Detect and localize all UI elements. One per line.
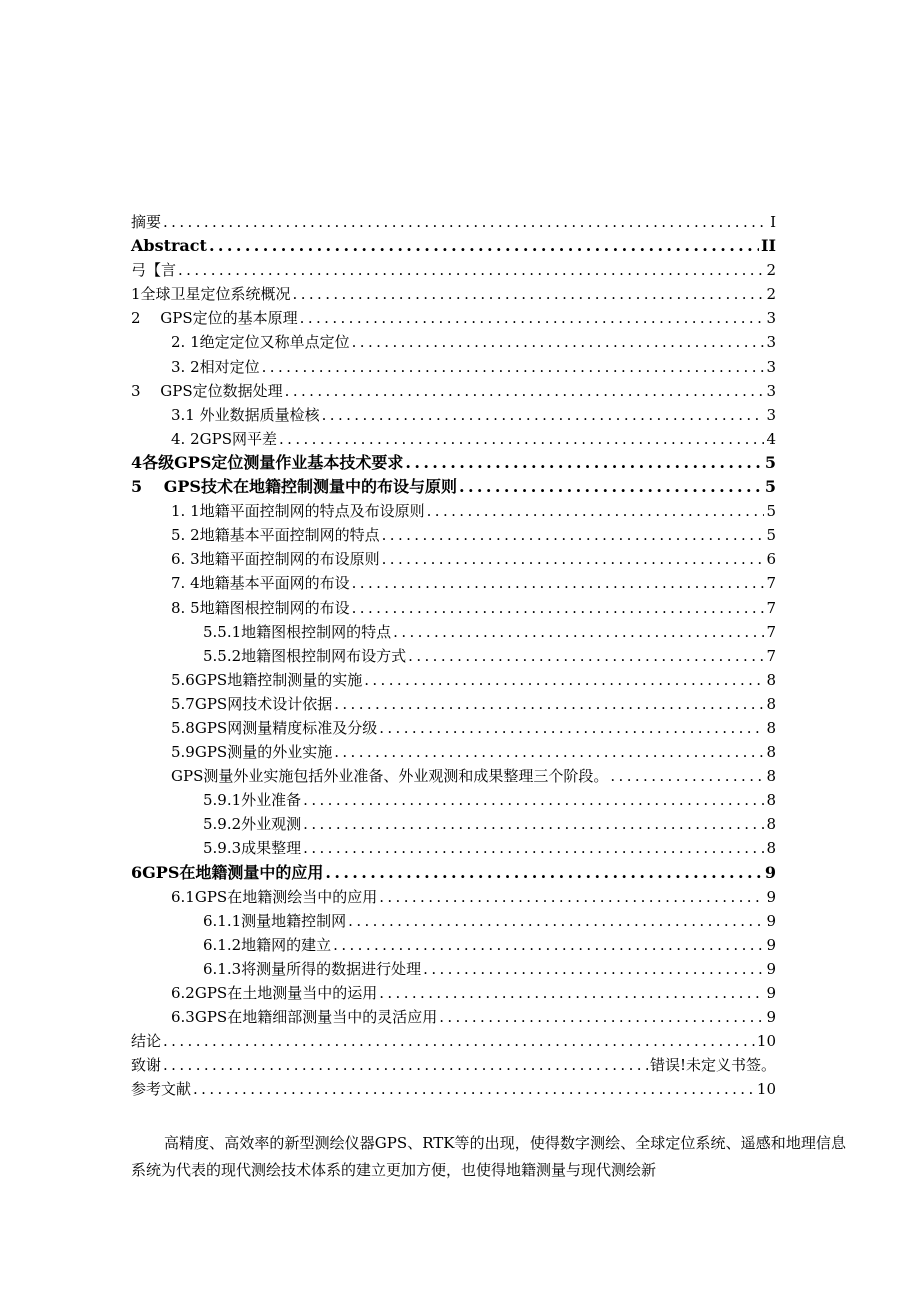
toc-leader-dots <box>334 692 764 716</box>
toc-entry[interactable] <box>131 306 776 330</box>
toc-entry-title: 5.8GPS网测量精度标准及分级 <box>171 718 378 737</box>
toc-entry[interactable] <box>131 764 776 788</box>
toc-entry-title: 5.9.2外业观测 <box>203 815 302 834</box>
toc-leader-dots <box>209 234 759 258</box>
toc-leader-dots <box>379 981 764 1005</box>
body-text <box>131 1130 846 1184</box>
toc-entry[interactable] <box>131 355 776 379</box>
toc-entry-page: 8 <box>766 767 776 786</box>
toc-entry-page: 8 <box>766 670 776 689</box>
toc-entry-page: 5 <box>764 477 776 497</box>
toc-entry-title: 7. 4地籍基本平面网的布设 <box>171 574 350 593</box>
toc-leader-dots <box>408 644 764 668</box>
toc-leader-dots <box>303 788 764 812</box>
toc-entry-page: 5 <box>764 452 776 472</box>
toc-entry-page: 6 <box>766 550 776 569</box>
toc-leader-dots <box>439 1005 764 1029</box>
toc-entry-title: 6GPS在地籍测量中的应用 <box>131 862 324 882</box>
toc-entry-page: I <box>770 213 776 231</box>
toc-entry-page: 3 <box>766 309 776 328</box>
toc-entry[interactable] <box>131 379 776 403</box>
toc-leader-dots <box>382 523 765 547</box>
toc-entry-page: 8 <box>766 718 776 737</box>
toc-entry-page: 9 <box>766 911 776 930</box>
toc-entry[interactable] <box>131 547 776 571</box>
toc-leader-dots <box>163 1053 648 1077</box>
toc-entry-page: 7 <box>766 598 776 617</box>
toc-entry[interactable] <box>131 812 776 836</box>
toc-entry[interactable] <box>131 282 776 306</box>
toc-leader-dots <box>459 475 763 499</box>
toc-entry-page: 9 <box>766 984 776 1002</box>
toc-leader-dots <box>348 909 764 933</box>
toc-entry-page: 9 <box>766 1008 776 1027</box>
toc-entry[interactable] <box>131 403 776 427</box>
toc-entry-title: 6.1GPS在地籍测绘当中的应用 <box>171 887 378 906</box>
toc-entry-title: 摘要 <box>131 213 162 231</box>
toc-entry[interactable] <box>131 933 776 957</box>
toc-entry[interactable] <box>131 451 776 475</box>
toc-leader-dots <box>364 668 764 692</box>
toc-entry[interactable] <box>131 668 776 692</box>
toc-entry-title: 5.6GPS地籍控制测量的实施 <box>171 670 363 689</box>
toc-entry[interactable] <box>131 475 776 499</box>
toc-entry-title: 2 GPS定位的基本原理 <box>131 309 298 328</box>
toc-entry[interactable] <box>131 499 776 523</box>
toc-entry-page: 2 <box>766 285 776 304</box>
toc-entry[interactable] <box>131 716 776 740</box>
toc-entry-title: 结论 <box>131 1032 162 1051</box>
toc-leader-dots <box>352 330 765 354</box>
toc-entry-page: 2 <box>766 261 776 280</box>
toc-entry-page: 8 <box>766 791 776 810</box>
toc-entry-title: Abstract <box>131 236 207 256</box>
toc-entry[interactable] <box>131 692 776 716</box>
toc-entry[interactable] <box>131 981 776 1005</box>
toc-entry-title: 5.9GPS测量的外业实施 <box>171 743 333 762</box>
toc-entry-title: 6.1.3将测量所得的数据进行处理 <box>203 959 422 978</box>
toc-entry[interactable] <box>131 234 776 258</box>
toc-leader-dots <box>382 547 765 571</box>
toc-entry-title: 5.9.1外业准备 <box>203 791 302 810</box>
toc-leader-dots <box>333 933 764 957</box>
toc-entry-title: 2. 1绝定定位又称单点定位 <box>171 333 350 352</box>
toc-entry-title: 致谢 <box>131 1056 162 1075</box>
toc-entry-page: 8 <box>766 839 776 858</box>
toc-entry[interactable] <box>131 258 776 282</box>
toc-entry-page: 9 <box>766 935 776 954</box>
toc-entry-title: GPS测量外业实施包括外业准备、外业观测和成果整理三个阶段。 <box>171 767 609 786</box>
toc-leader-dots <box>303 836 764 860</box>
toc-entry-page: 9 <box>764 862 776 882</box>
toc-entry[interactable] <box>131 330 776 354</box>
toc-entry-page: 7 <box>766 574 776 593</box>
toc-leader-dots <box>279 427 764 451</box>
toc-leader-dots <box>352 571 765 595</box>
toc-entry[interactable] <box>131 620 776 644</box>
toc-entry-page: 3 <box>766 357 776 376</box>
toc-entry-page: 3 <box>766 381 776 400</box>
toc-entry-page: 5 <box>766 502 776 521</box>
toc-leader-dots <box>293 282 765 306</box>
toc-entry-title: 1全球卫星定位系统概况 <box>131 285 291 304</box>
toc-entry[interactable] <box>131 571 776 595</box>
toc-entry-title: 5.5.1地籍图根控制网的特点 <box>203 622 392 641</box>
toc-leader-dots <box>405 451 762 475</box>
toc-entry-title: 4. 2GPS网平差 <box>171 429 277 448</box>
toc-entry-title: 5.5.2地籍图根控制网布设方式 <box>203 646 407 665</box>
toc-leader-dots <box>610 764 764 788</box>
toc-entry[interactable] <box>131 1005 776 1029</box>
toc-entry[interactable] <box>131 523 776 547</box>
toc-entry[interactable] <box>131 957 776 981</box>
toc-leader-dots <box>393 620 764 644</box>
toc-entry-title: 5.7GPS网技术设计依据 <box>171 694 333 713</box>
table-of-contents <box>131 210 776 1101</box>
toc-leader-dots <box>285 379 765 403</box>
toc-entry-title: 6.3GPS在地籍细部测量当中的灵活应用 <box>171 1008 438 1027</box>
toc-entry[interactable] <box>131 427 776 451</box>
toc-entry-title: 5 GPS技术在地籍控制测量中的布设与原则 <box>131 477 457 497</box>
toc-entry-title: 6.2GPS在土地测量当中的运用 <box>171 984 378 1002</box>
toc-entry-page: 8 <box>766 743 776 762</box>
toc-entry[interactable] <box>131 210 776 234</box>
toc-entry-page: 4 <box>766 429 776 448</box>
toc-leader-dots <box>322 403 765 427</box>
toc-entry-title: 弓【言 <box>131 261 177 280</box>
toc-entry[interactable] <box>131 836 776 860</box>
toc-entry-page: 7 <box>766 646 776 665</box>
toc-entry-title: 6. 3地籍平面控制网的布设原则 <box>171 550 380 569</box>
toc-leader-dots <box>262 355 765 379</box>
toc-leader-dots <box>163 1029 755 1053</box>
toc-leader-dots <box>379 885 764 909</box>
toc-leader-dots <box>352 596 765 620</box>
toc-entry[interactable] <box>131 1077 776 1101</box>
toc-leader-dots <box>303 812 764 836</box>
toc-entry-page: 8 <box>766 694 776 713</box>
toc-entry-page: 3 <box>766 405 776 424</box>
toc-leader-dots <box>178 258 764 282</box>
toc-entry-page: 9 <box>766 959 776 978</box>
toc-entry[interactable] <box>131 788 776 812</box>
toc-entry-title: 3. 2相对定位 <box>171 357 260 376</box>
body-paragraph: 高精度、高效率的新型测绘仪器GPS、RTK等的出现，使得数字测绘、全球定位系统、遥感和地理信息系统为代表的现代测绘技术体系的建立更加方便，也使得地籍测量与现代测绘新 <box>131 1134 846 1179</box>
toc-entry[interactable] <box>131 885 776 909</box>
toc-entry[interactable] <box>131 644 776 668</box>
toc-entry-title: 参考文献 <box>131 1080 192 1099</box>
toc-leader-dots <box>325 861 762 885</box>
toc-leader-dots <box>379 716 764 740</box>
toc-entry-page: 8 <box>766 815 776 834</box>
toc-entry-title: 3 GPS定位数据处理 <box>131 381 283 400</box>
toc-entry[interactable] <box>131 596 776 620</box>
toc-entry-title: 3.1 外业数据质量检核 <box>171 405 320 424</box>
toc-leader-dots <box>193 1077 755 1101</box>
toc-entry[interactable] <box>131 909 776 933</box>
toc-entry-page: 9 <box>766 887 776 906</box>
toc-entry[interactable] <box>131 740 776 764</box>
toc-entry-title: 8. 5地籍图根控制网的布设 <box>171 598 350 617</box>
toc-entry-page: 7 <box>766 622 776 641</box>
toc-entry-page: II <box>761 236 776 256</box>
toc-entry-title: 4各级GPS定位测量作业基本技术要求 <box>131 452 404 472</box>
toc-entry-title: 6.1.1测量地籍控制网 <box>203 911 347 930</box>
toc-leader-dots <box>334 740 764 764</box>
toc-leader-dots <box>423 957 764 981</box>
toc-entry[interactable] <box>131 1053 776 1077</box>
toc-leader-dots <box>427 499 765 523</box>
toc-entry-page: 10 <box>756 1080 776 1099</box>
toc-entry-title: 1. 1地籍平面控制网的特点及布设原则 <box>171 502 425 521</box>
toc-entry-page: 5 <box>766 526 776 545</box>
toc-entry[interactable] <box>131 1029 776 1053</box>
toc-entry-page: 错误!未定义书签。 <box>649 1056 776 1075</box>
toc-entry-page: 3 <box>766 333 776 352</box>
toc-entry-page: 10 <box>756 1032 776 1051</box>
toc-entry[interactable] <box>131 861 776 885</box>
toc-entry-title: 6.1.2地籍网的建立 <box>203 935 332 954</box>
toc-leader-dots <box>300 306 765 330</box>
toc-entry-title: 5. 2地籍基本平面控制网的特点 <box>171 526 380 545</box>
toc-leader-dots <box>163 210 768 234</box>
toc-entry-title: 5.9.3成果整理 <box>203 839 302 858</box>
